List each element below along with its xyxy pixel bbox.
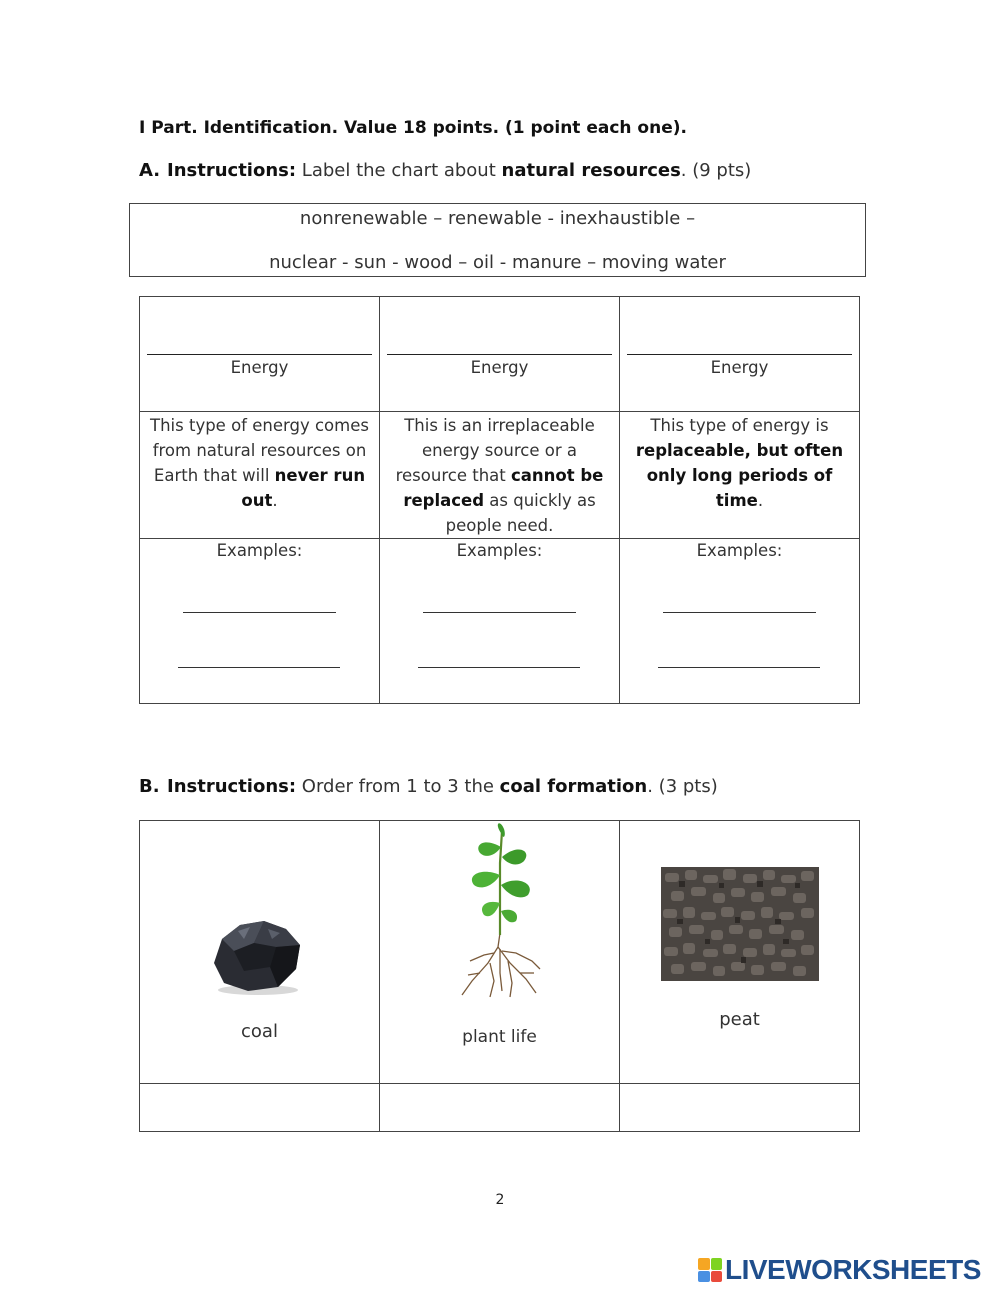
- peat-cell: [620, 821, 860, 1084]
- plant-life-image: [454, 823, 550, 999]
- section-a-instr-bold: natural resources: [501, 160, 681, 181]
- plant-cell: [380, 821, 620, 1084]
- word-bank: [129, 203, 866, 277]
- energy-chart: [139, 296, 860, 704]
- liveworksheets-logo: [698, 1254, 981, 1286]
- energy-header-2: [380, 297, 620, 412]
- description-cell-3: [620, 412, 860, 539]
- section-b-instr-label: Instructions:: [167, 776, 297, 797]
- example-blank-2b[interactable]: [418, 667, 580, 668]
- page-number: 2: [495, 1192, 505, 1208]
- section-b-instructions: [139, 776, 718, 797]
- description-2: This is an irreplaceable energy source or a resource that cannot be replaced as quickly as people need.: [395, 416, 604, 535]
- order-answer-plant[interactable]: [380, 1084, 620, 1132]
- logo-square-3: [698, 1271, 710, 1283]
- coal-formation-table: [139, 820, 860, 1132]
- liveworksheets-logo-text: LIVEWORKSHEETS: [725, 1254, 981, 1285]
- order-answer-peat[interactable]: [620, 1084, 860, 1132]
- section-a-instr-text2: . (9 pts): [680, 160, 752, 181]
- energy-label: Energy: [710, 358, 769, 377]
- coal-caption: coal: [241, 1021, 278, 1042]
- word-bank-line-1: nonrenewable – renewable - inexhaustible –: [299, 208, 696, 229]
- energy-header-1: [140, 297, 380, 412]
- examples-label: Examples:: [216, 541, 303, 560]
- peat-caption: peat: [719, 1009, 760, 1030]
- example-blank-1a[interactable]: [183, 612, 336, 613]
- examples-label: Examples:: [456, 541, 543, 560]
- section-b-letter: B.: [139, 776, 160, 797]
- order-answer-coal[interactable]: [140, 1084, 380, 1132]
- section-b-instr-text2: . (3 pts): [647, 776, 718, 797]
- plant-caption: plant life: [462, 1027, 537, 1047]
- part-title: I Part. Identification. Value 18 points. (1 point each one).: [139, 118, 687, 138]
- section-b-instr-text1: Order from 1 to 3 the: [296, 776, 500, 797]
- coal-cell: [140, 821, 380, 1084]
- energy-label: Energy: [470, 358, 529, 377]
- examples-cell-2: [380, 539, 620, 704]
- liveworksheets-logo-icon: [698, 1258, 722, 1282]
- peat-image: [661, 867, 819, 981]
- example-blank-3b[interactable]: [658, 667, 820, 668]
- description-1: This type of energy comes from natural resources on Earth that will never run out.: [150, 416, 369, 510]
- logo-square-2: [711, 1258, 723, 1270]
- section-a-instructions: [139, 160, 751, 181]
- examples-cell-3: [620, 539, 860, 704]
- section-a-instr-label: Instructions:: [167, 160, 297, 181]
- description-cell-2: [380, 412, 620, 539]
- examples-label: Examples:: [696, 541, 783, 560]
- example-blank-3a[interactable]: [663, 612, 816, 613]
- logo-square-4: [711, 1271, 723, 1283]
- coal-image: [208, 917, 304, 997]
- section-a-letter: A.: [139, 160, 161, 181]
- examples-cell-1: [140, 539, 380, 704]
- section-b-instr-bold: coal formation: [499, 776, 648, 797]
- description-cell-1: [140, 412, 380, 539]
- energy-header-3: [620, 297, 860, 412]
- example-blank-2a[interactable]: [423, 612, 576, 613]
- energy-label: Energy: [230, 358, 289, 377]
- example-blank-1b[interactable]: [178, 667, 340, 668]
- section-a-instr-text1: Label the chart about: [296, 160, 502, 181]
- logo-square-1: [698, 1258, 710, 1270]
- word-bank-line-2: nuclear - sun - wood – oil - manure – moving water: [269, 252, 726, 273]
- description-3: This type of energy is replaceable, but often only long periods of time.: [635, 416, 844, 510]
